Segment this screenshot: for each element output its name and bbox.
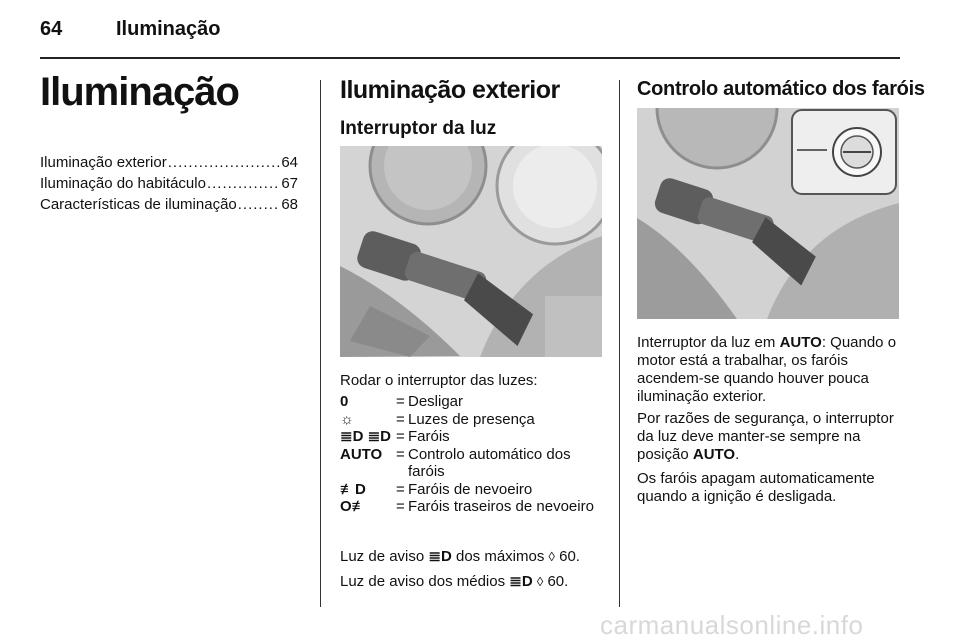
auto-paragraph-2	[637, 410, 899, 464]
note-text: Luz de aviso	[340, 548, 425, 565]
note-text: dos máximos	[455, 548, 545, 565]
intro-text: Rodar o interruptor das luzes:	[340, 372, 538, 389]
auto-keyword: AUTO	[779, 334, 822, 351]
legend-equals: =	[396, 393, 405, 410]
toc-page: 67	[281, 175, 298, 192]
section-title: Iluminação exterior	[340, 76, 560, 104]
toc-page: 68	[281, 196, 298, 213]
low-beam-icon: ≣D	[509, 573, 533, 590]
legend-text: Desligar	[408, 393, 464, 410]
toc-entry[interactable]	[40, 173, 298, 194]
legend-equals: =	[396, 498, 405, 515]
auto-symbol: AUTO	[340, 445, 383, 463]
toc-label: Iluminação exterior	[40, 154, 167, 171]
watermark: carmanualsonline.info	[600, 610, 864, 640]
header-rule	[40, 57, 900, 59]
legend-text: Faróis	[408, 428, 450, 445]
warning-light-note-high-beam	[340, 548, 580, 566]
legend-row	[340, 428, 602, 446]
legend-text: Faróis traseiros de nevoeiro	[408, 498, 594, 515]
page-reference[interactable]: 60.	[559, 548, 580, 565]
toc-entry[interactable]	[40, 152, 298, 173]
column-divider	[320, 80, 321, 607]
reference-arrow-icon: ◊	[536, 574, 544, 589]
note-text: Luz de aviso dos médios	[340, 573, 506, 590]
legend-row	[340, 498, 602, 516]
legend-text: Controlo automático dos faróis	[408, 445, 571, 480]
legend-row	[340, 446, 602, 481]
legend-equals: =	[396, 445, 405, 463]
legend-equals: =	[396, 480, 405, 498]
paragraph-text: : Quando o motor está a trabalhar, os faróis acendem-se quando houver pouca iluminação exterior.	[637, 334, 897, 405]
toc-entry[interactable]	[40, 194, 298, 215]
legend-text: Faróis de nevoeiro	[408, 480, 533, 498]
table-of-contents	[40, 152, 298, 215]
paragraph-text: Interruptor da luz em	[637, 334, 776, 351]
auto-paragraph-3: Os faróis apagam automaticamente quando a ignição é desligada.	[637, 470, 875, 505]
legend-row	[340, 393, 602, 411]
running-header-title: Iluminação	[116, 18, 221, 40]
page-number: 64	[40, 18, 63, 40]
section-title: Controlo automático dos faróis	[637, 78, 925, 100]
legend-equals: =	[396, 428, 405, 445]
toc-label: Características de iluminação	[40, 196, 237, 213]
reference-arrow-icon: ◊	[548, 549, 555, 564]
high-beam-icon: ≣D	[428, 548, 452, 565]
toc-page: 64	[281, 154, 298, 171]
auto-keyword: AUTO	[692, 446, 736, 463]
subsection-title: Interruptor da luz	[340, 118, 497, 139]
auto-headlight-photo	[637, 108, 899, 319]
paragraph-text: Por razões de segurança, o interruptor da luz deve manter-se sempre na posição	[637, 410, 894, 463]
chapter-title: Iluminação	[40, 70, 239, 114]
switch-positions-legend	[340, 393, 602, 516]
page-reference[interactable]: 60.	[547, 573, 569, 590]
light-switch-photo	[340, 146, 602, 357]
fog-light-icon: ≢D	[340, 480, 366, 498]
legend-row	[340, 481, 602, 499]
headlight-icon: ≣D ≣D	[340, 428, 391, 445]
toc-leader	[238, 194, 281, 215]
off-symbol-icon: 0	[340, 393, 349, 410]
auto-paragraph-1	[637, 334, 905, 406]
legend-text: Luzes de presença	[408, 410, 535, 428]
parking-light-icon: ☼	[340, 410, 354, 428]
legend-equals: =	[396, 410, 405, 428]
column-divider	[619, 80, 620, 607]
paragraph-text: .	[735, 446, 740, 463]
legend-row	[340, 411, 602, 429]
rear-fog-light-icon: O≢	[340, 498, 367, 515]
toc-leader	[207, 173, 280, 194]
warning-light-note-low-beam	[340, 573, 568, 591]
toc-label: Iluminação do habitáculo	[40, 175, 206, 192]
toc-leader	[168, 152, 281, 173]
